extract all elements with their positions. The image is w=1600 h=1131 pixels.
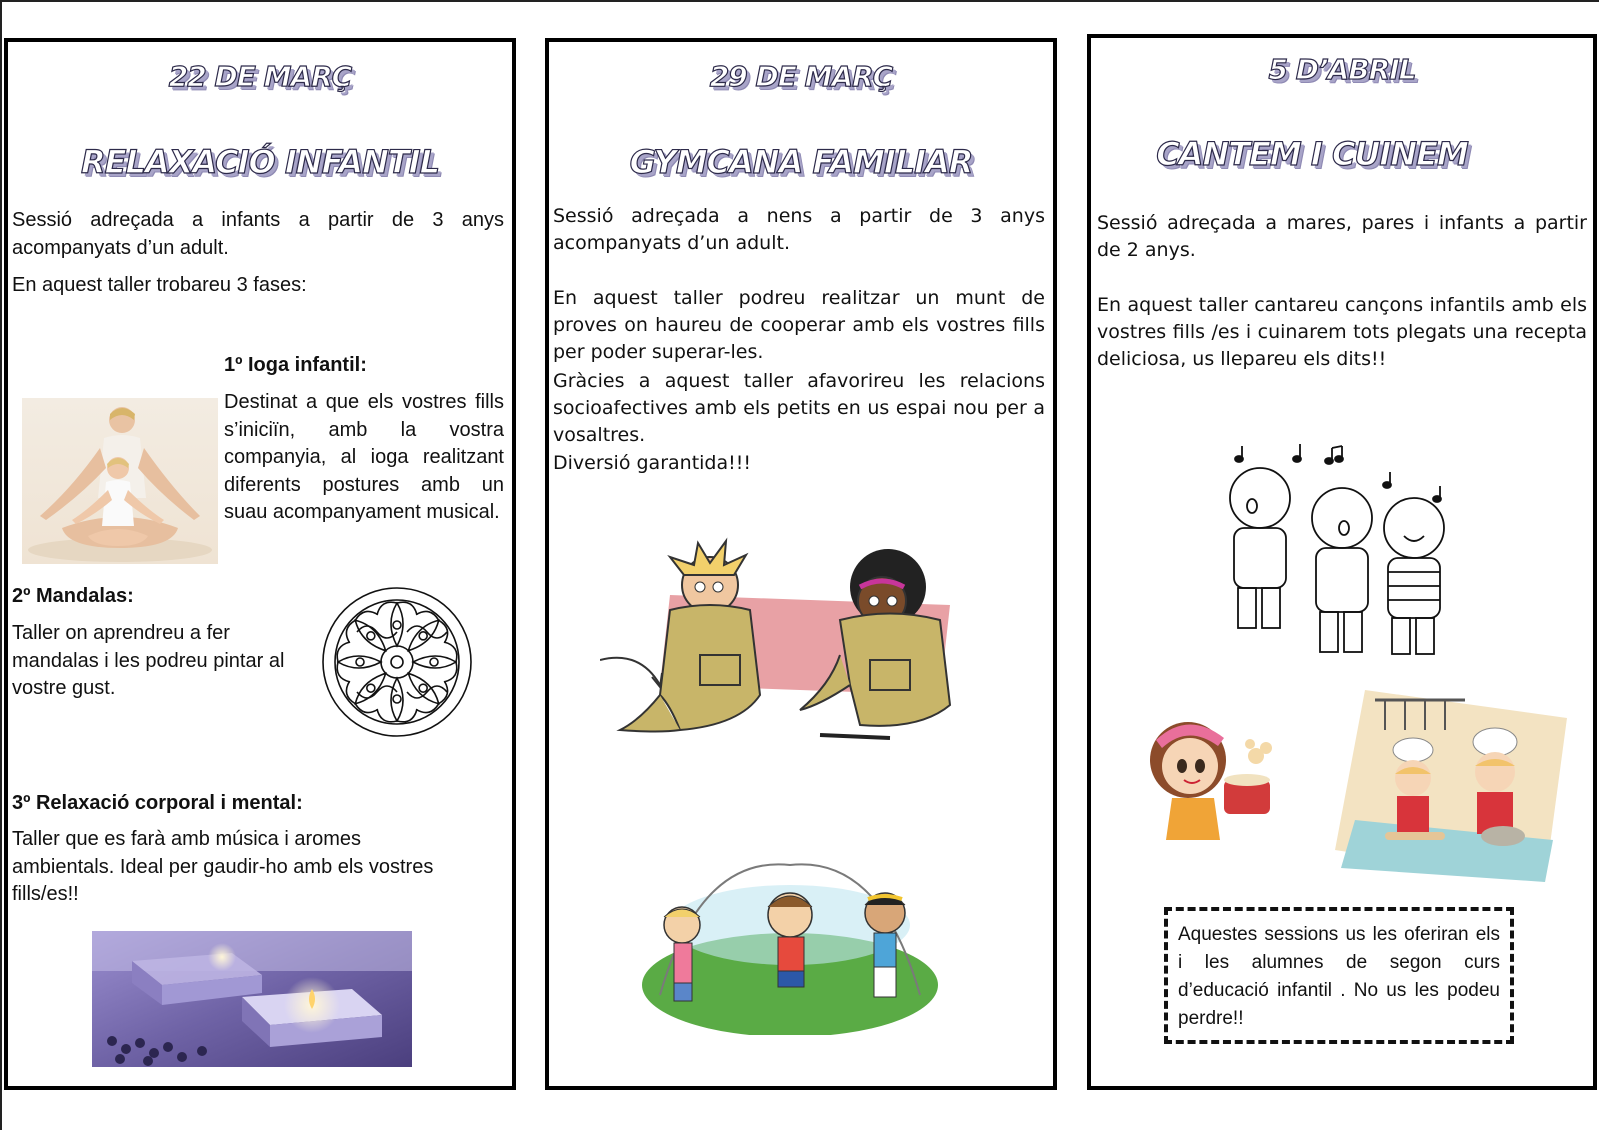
notice-box (1164, 907, 1514, 1044)
yoga-photo (22, 398, 218, 564)
phase3-title: 3º Relaxació corporal i mental: (12, 792, 303, 814)
kids-cooking-illustration (1335, 690, 1567, 882)
mandala-drawing (317, 585, 477, 740)
singing-kids-drawing (1212, 436, 1472, 658)
candles-photo (92, 931, 412, 1067)
panel2-date: 29 DE MARÇ (709, 60, 893, 93)
phase1-title: 1º Ioga infantil: (224, 354, 367, 376)
phase3-text: Taller que es farà amb música i aromes ambientals. Ideal per gaudir-ho amb els vostres fills/es!! (12, 828, 434, 905)
panel2-intro: Sessió adreçada a nens a partir de 3 anys acompanyats d’un adult. (553, 205, 1045, 254)
notice-text: Aquestes sessions us les oferiran els i les alumnes de segon curs d’educació infantil . No us les podeu perdre!! (1178, 924, 1500, 1029)
panel1-phases-intro: En aquest taller trobareu 3 fases: (12, 274, 307, 296)
panel3-body: En aquest taller cantareu cançons infantils amb els vostres fills /es i cuinarem tots plegats una recepta deliciosa, us llepareu els dits!! (1097, 294, 1587, 370)
panel1-intro: Sessió adreçada a infants a partir de 3 anys acompanyats d’un adult. (12, 209, 504, 259)
panel2-body2: Gràcies a aquest taller afavorireu les relacions socioafectives amb els petits en us espai nou per a vosaltres. (553, 370, 1045, 446)
panel1-date: 22 DE MARÇ (168, 60, 352, 93)
panel3-title: CANTEM I CUINEM (1156, 135, 1468, 173)
panel3-intro: Sessió adreçada a mares, pares i infants a partir de 2 anys. (1097, 212, 1587, 261)
panel2-body: En aquest taller podreu realitzar un munt de proves on haureu de cooperar amb els vostres fills per poder superar-les. (553, 287, 1045, 363)
panel3-date: 5 D’ABRIL (1268, 53, 1416, 86)
panel1-title: RELAXACIÓ INFANTIL (81, 143, 439, 181)
jump-rope-illustration (640, 845, 938, 1035)
phase1-text: Destinat a que els vostres fills s’iniciïn, amb la vostra companyia, al ioga realitzant diferents postures amb un suau acompanyament musical. (224, 391, 504, 523)
panel2-title: GYMCANA FAMILIAR (629, 143, 973, 181)
panel2-body3: Diversió garantida!!! (553, 452, 751, 474)
sack-race-illustration (600, 535, 1000, 760)
phase2-text: Taller on aprendreu a fer mandalas i les podreu pintar al vostre gust. (12, 622, 285, 699)
cooking-girl-illustration (1138, 710, 1286, 848)
phase2-title: 2º Mandalas: (12, 585, 134, 607)
